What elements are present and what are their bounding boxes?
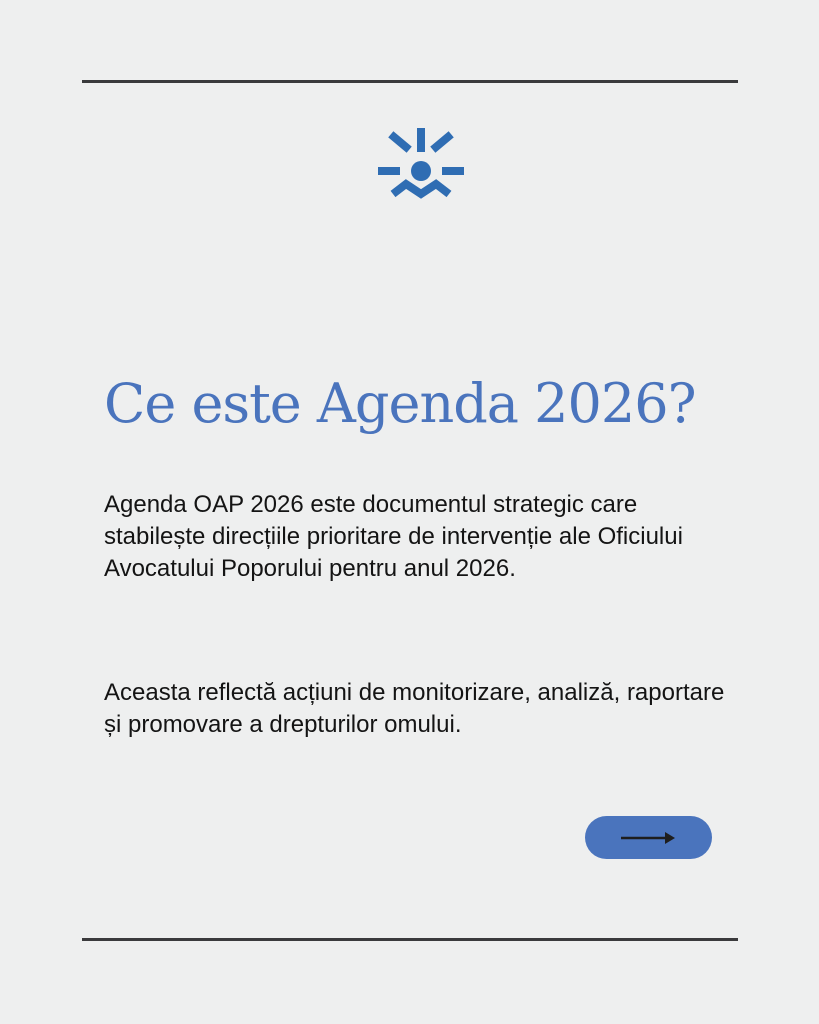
next-button[interactable]	[585, 816, 712, 859]
description-paragraph: Aceasta reflectă acțiuni de monitorizare, analiză, raportare și promovare a drepturilor omului.	[104, 679, 725, 738]
intro-paragraph: Agenda OAP 2026 este documentul strategic care stabilește direcțiile prioritare de intervenție ale Oficiului Avocatului Poporului pentru anul 2026.	[104, 491, 683, 582]
top-divider	[82, 80, 738, 83]
bottom-divider	[82, 938, 738, 941]
sun-face-logo-icon	[376, 126, 466, 208]
arrow-right-icon	[619, 830, 679, 846]
page-title: Ce este Agenda 2026?	[104, 372, 696, 435]
